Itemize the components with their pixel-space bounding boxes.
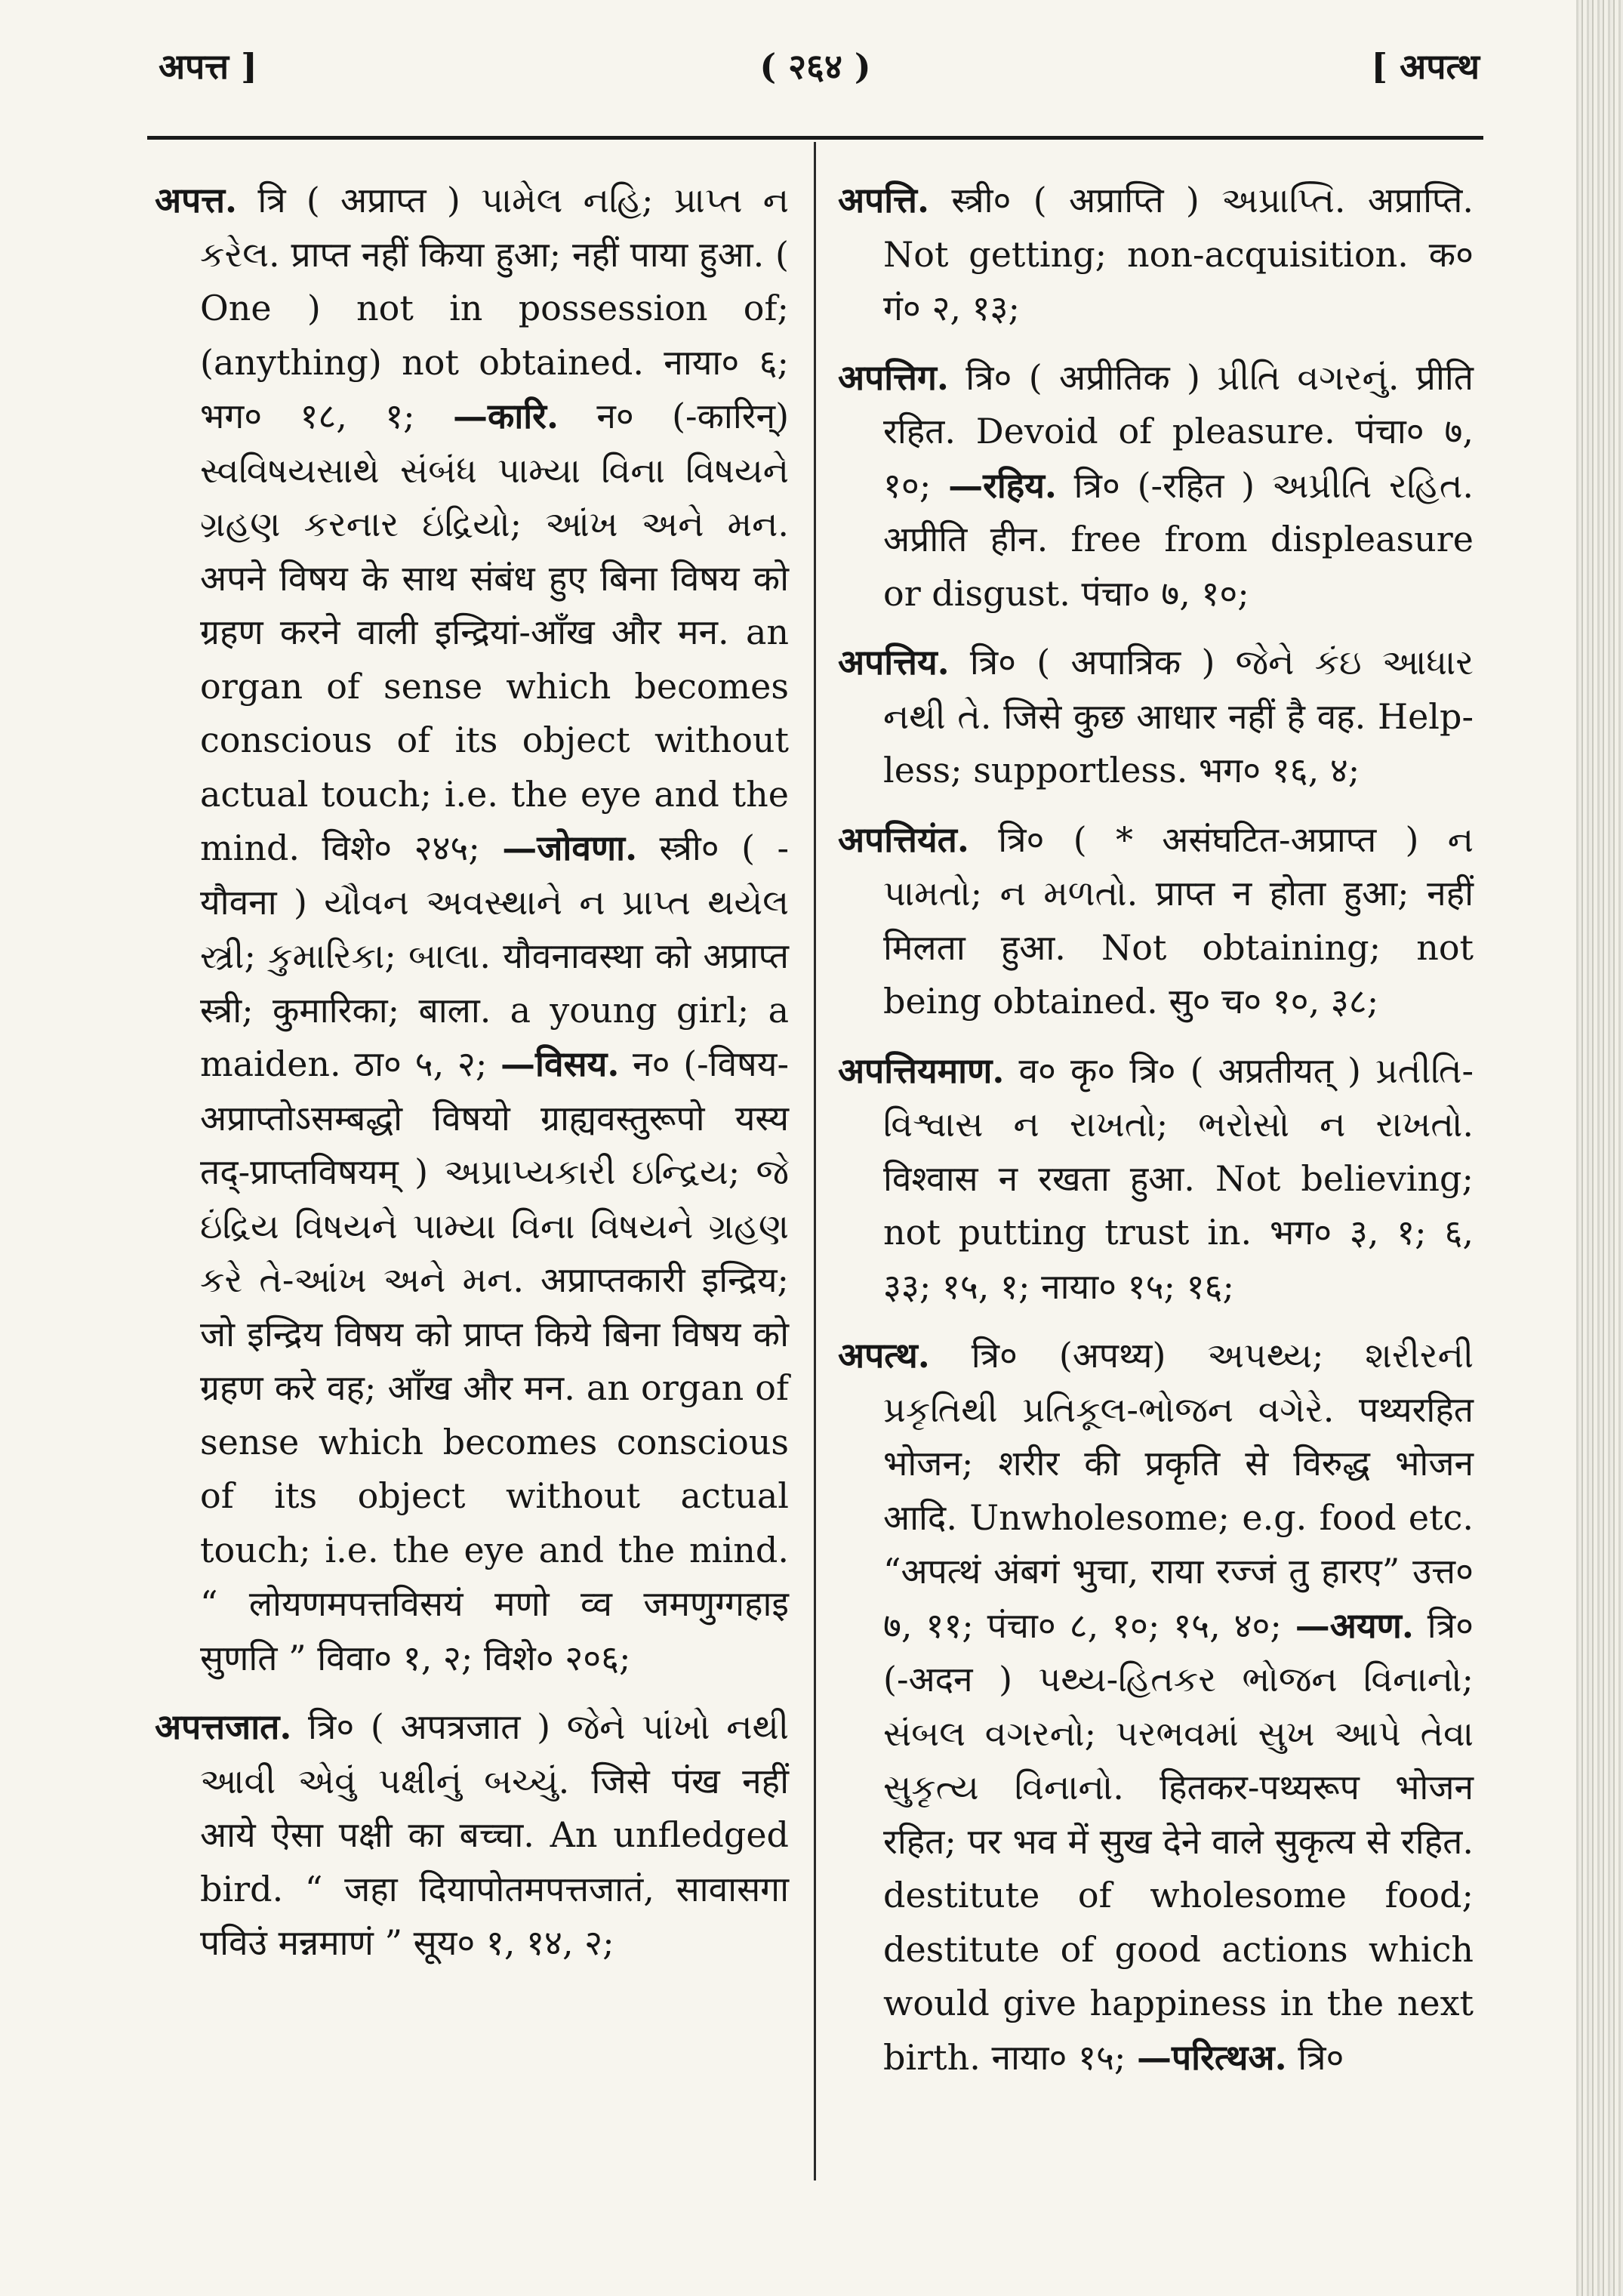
entry-definition: त्रि० (अपथ्य) અપથ્ય; શરીરની પ્રકૃતિથી પ્રતિકૂલ-ભોજન વગેરે. पथ्यरहित भोजन; शरीर की प्रकृति से विरुद्ध भोजन आदि. Unwholesome; e.g. food etc. “अपत्थं अंबगं भुचा, राया रज्जं तु हारए” उत्त० ७, ११; पंचा० ८, १०; १५, ४०; — [883, 1335, 1474, 1646]
entry-headword: अपत्तिग. — [838, 356, 949, 398]
sub-entry-definition: त्रि० — [1298, 2036, 1344, 2078]
dictionary-entry — [838, 1329, 1474, 2085]
header-rule — [147, 136, 1483, 140]
header-left-guide-word: अपत्त ] — [159, 46, 257, 87]
entry-headword: अपत्तिय. — [838, 642, 950, 683]
sub-entry-definition: स्त्री० ( -यौवना ) યૌવન અવસ્થાને ન પ્રાપ્ત થયેલ સ્ત્રી; કુમારિકા; બાલા. यौवनावस्था को अप्राप्त स्त्री; कुमारिका; बाला. a young girl; a maiden. ठा० ५, २; — [200, 827, 790, 1084]
sub-entry-definition: त्रि० (-अदन ) પથ્ય-હિતકર ભોજન વિનાનો; સંબલ વગરનો; પરભવમાં સુખ આપે તેવા સુકૃત્ય વિનાનો. हितकर-पथ्यरूप भोजन रहित; पर भव में सुख देने वाले सुकृत्य से रहित. destitute of wholesome food; destitute of good actions which would give happiness in the next birth. नाया० १५; — [883, 1604, 1474, 2078]
dictionary-entry — [838, 1044, 1474, 1314]
entry-headword: अपत्तियमाण. — [838, 1049, 1005, 1091]
entry-definition: त्रि० ( * असंघटित-अप्राप्त ) ન પામતો; ન મળતો. प्राप्त न होता हुआ; नहीं मिलता हुआ. Not obtaining; not being obtained. सु० च० १०, ३८; — [883, 818, 1474, 1022]
sub-entry-headword: —कारि. — [453, 396, 559, 436]
dictionary-entry — [838, 174, 1474, 336]
dictionary-entry — [838, 813, 1474, 1029]
page-number: ( २६४ ) — [759, 46, 871, 87]
dictionary-entry — [838, 351, 1474, 621]
entry-definition: त्रि० ( अपात्रिक ) જેને કંઇ આધાર નથી તે. जिसे कुछ आधार नहीं है वह. Help-less; supportless. भग० १६, ४; — [883, 642, 1474, 791]
sub-entry-definition: न० (-विषय-अप्राप्तोऽसम्बद्धो विषयो ग्राह्यवस्तुरूपो यस्य तद्-प्राप्तविषयम् ) અપ્રાપ્યકારી ઇન્દ્રિય; જે ઇંદ્રિય વિષયને પામ્યા વિના વિષયને ગ્રહણ કરે તે-આંખ અને મન. अप्राप्तकारी इन्द्रिय; जो इन्द्रिय विषय को प्राप्त किये बिना विषय को ग्रहण करे वह; आँख और मन. an organ of sense which becomes conscious of its object without actual touch; i.e. the eye and the mind. “ लोयणमपत्तविसयं मणो व्व जमणुग्गहाइ सुणति ” विवा० १, २; विशे० २०६; — [200, 1043, 789, 1678]
entry-headword: अपत्त. — [155, 180, 238, 220]
dictionary-entry — [155, 174, 789, 1685]
sub-entry-headword: —अयण. — [1295, 1604, 1414, 1646]
entry-definition: स्त्री० ( अप्राप्ति ) અપ્રાપ્તિ. अप्राप्ति. Not getting; non-acquisition. क० गं० २, १३; — [883, 180, 1474, 328]
entry-definition: त्रि० ( अपत्रजात ) જેને પાંખો નથી આવી એવું પક્ષીનું બચ્ચું. जिसे पंख नहीं आये ऐसा पक्षी का बच्चा. An unfledged bird. “ जहा दियापोतमपत्तजातं, सावासगा पविउं मन्नमाणं ” सूय० १, १४, २; — [200, 1706, 789, 1963]
entry-headword: अपत्ति. — [838, 180, 929, 220]
entry-headword: अपत्तियंत. — [838, 818, 969, 860]
entry-headword: अपत्तजात. — [155, 1706, 292, 1747]
sub-entry-definition: त्रि० (-रहित ) અપ્રીતિ રહિત. अप्रीति हीन. free from displeasure or disgust. पंचा० ७, १०; — [883, 464, 1474, 614]
left-column — [155, 174, 789, 1986]
entry-definition: व० कृ० त्रि० ( अप्रतीयत् ) પ્રતીતિ-વિશ્વાસ ન રાખતો; ભરોસો ન રાખતો. विश्वास न रखता हुआ. Not believing; not putting trust in. भग० ३, १; ६, ३३; १५, १; नाया० १५; १६; — [883, 1049, 1474, 1307]
scan-edge-shading — [1576, 0, 1623, 2296]
entry-headword: अपत्थ. — [838, 1335, 930, 1376]
sub-entry-headword: —विसय. — [500, 1043, 620, 1084]
sub-entry-definition: न० (-कारिन्) સ્વવિષયસાથે સંબંધ પામ્યા વિના વિષયને ગ્રહણ કરનાર ઇંદ્રિયો; આંખ અને મન. अपने विषय के साथ संबंध हुए बिना विषय को ग्रहण करने वाली इन्द्रियां-आँख और मन. an organ of sense which becomes conscious of its object without actual touch; i.e. the eye and the mind. विशे० २४५; — [200, 396, 790, 868]
column-divider — [814, 142, 816, 2180]
dictionary-entry — [838, 636, 1474, 798]
entry-definition: त्रि० ( अप्रीतिक ) પ્રીતિ વગરનું. प्रीति रहित. Devoid of pleasure. पंचा० ७, १०; — [883, 356, 1474, 506]
dictionary-entry — [155, 1700, 789, 1971]
sub-entry-headword: —परित्थअ. — [1137, 2036, 1287, 2078]
sub-entry-headword: —रहिय. — [948, 464, 1057, 506]
sub-entry-headword: —जोवणा. — [502, 827, 638, 868]
header-right-guide-word: [ अपत्थ — [1371, 46, 1480, 87]
right-column — [838, 174, 1474, 2100]
entry-definition: त्रि ( अप्राप्त ) પામેલ નહિ; પ્રાપ્ત ન કરેલ. प्राप्त नहीं किया हुआ; नहीं पाया हुआ. ( One ) not in possession of; (anything) not obtained. नाया० ६; भग० १८, १; — [200, 180, 790, 436]
page-header — [151, 38, 1480, 98]
